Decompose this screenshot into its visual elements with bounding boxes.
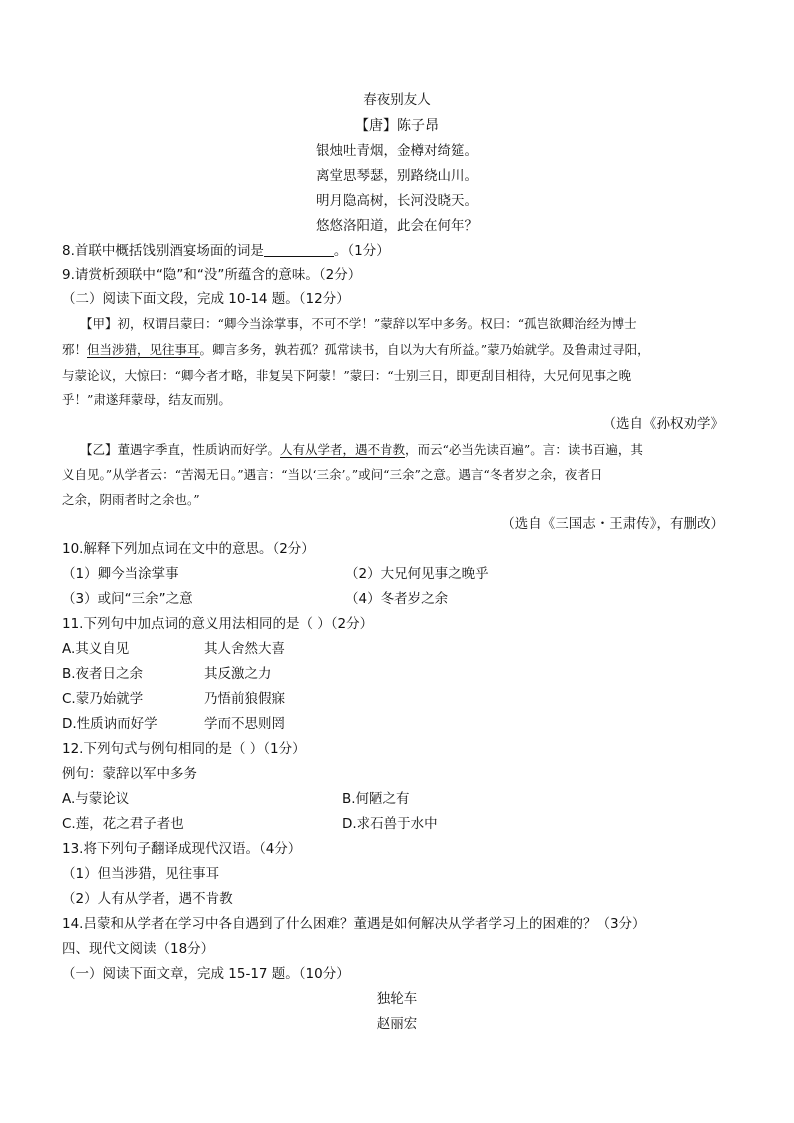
section-2-heading: （二）阅读下面文段，完成 10-14 题。（12分） <box>62 291 350 307</box>
passage-jia-line-1: 【甲】初，权谓吕蒙曰：“卿今当涂掌事，不可不学！”蒙辞以军中多务。权曰：“孤岂欲卿治经为博士 <box>80 316 637 331</box>
passage-jia-line-3: 与蒙论议，大惊曰：“卿今者才略，非复吴下阿蒙！”蒙曰：“士别三日，即更刮目相待，大兄何见事之晚 <box>62 368 632 383</box>
essay-author: 赵丽宏 <box>376 1016 418 1032</box>
question-9: 9.请赏析颈联中“隐”和“没”所蕴含的意味。（2分） <box>62 267 362 283</box>
question-13-item-1: （1）但当涉猎，见往事耳 <box>62 866 220 882</box>
passage-yi-line-3: 之余，阴雨者时之余也。” <box>62 492 200 507</box>
question-12-row-2 <box>62 814 662 834</box>
passage-jia-line-2: 邪！但当涉猎，见往事耳。卿言多务，孰若孤？孤常读书，自以为大有所益。”蒙乃始就学。及鲁肃过寻阳， <box>62 342 650 357</box>
question-10: 10.解释下列加点词在文中的意思。（2分） <box>62 541 315 557</box>
question-12-example: 例句：蒙辞以军中多务 <box>62 766 197 782</box>
question-12-row-1 <box>62 789 662 809</box>
section-4-sub-heading: （一）阅读下面文章，完成 15-17 题。（10分） <box>62 966 350 982</box>
passage-yi-source: （选自《三国志・王肃传》，有删改） <box>501 516 724 532</box>
question-12-option-d[interactable]: D.求石兽于水中 <box>342 816 438 832</box>
underlined-sentence: 人有从学者，遇不肯教 <box>280 442 406 457</box>
question-14: 14.吕蒙和从学者在学习中各自遇到了什么困难？董遇是如何解决从学者学习上的困难的？（3分） <box>62 916 646 932</box>
question-12-option-c[interactable]: C.莲，花之君子者也 <box>62 816 184 832</box>
answer-blank[interactable] <box>264 242 334 257</box>
question-12-option-a[interactable]: A.与蒙论议 <box>62 791 130 807</box>
passage-yi-line-2: 义自见。”从学者云：“苦渴无日。”遇言：“当以‘三余’。”或问“三余”之意。遇言“冬者岁之余，夜者日 <box>62 467 603 482</box>
question-10-row-2: （3）或问“三余”之意 （4）冬者岁之余 <box>62 591 449 607</box>
poem-author: 【唐】陈子昂 <box>355 118 439 134</box>
passage-yi-line-1: 【乙】董遇字季直，性质讷而好学。人有从学者，遇不肯教，而云“必当先读百遍”。言：读书百遍，其 <box>80 442 643 457</box>
poem-title: 春夜别友人 <box>363 92 431 108</box>
question-13: 13.将下列句子翻译成现代汉语。（4分） <box>62 841 302 857</box>
passage-jia-source: （选自《孙权劝学》 <box>602 416 724 432</box>
section-4-heading: 四、现代文阅读（18分） <box>62 941 215 957</box>
essay-title: 独轮车 <box>376 991 418 1007</box>
poem-line-2: 离堂思琴瑟，别路绕山川。 <box>316 168 478 184</box>
passage-jia-line-4: 乎！”肃遂拜蒙母，结友而别。 <box>62 392 231 407</box>
poem-line-4: 悠悠洛阳道，此会在何年？ <box>316 218 478 234</box>
question-8: 8.首联中概括饯别酒宴场面的词是 。（1分） <box>62 243 390 259</box>
question-10-row-1: （1）卿今当涂掌事 （2）大兄何见事之晚乎 <box>62 566 489 582</box>
question-12: 12.下列句式与例句相同的是（ ）（1分） <box>62 741 306 757</box>
question-11-option-a[interactable]: A.其义自见 其人舍然大喜 <box>62 641 285 657</box>
question-11-option-c[interactable]: C.蒙乃始就学 乃悟前狼假寐 <box>62 691 285 707</box>
question-11-option-d[interactable]: D.性质讷而好学 学而不思则罔 <box>62 716 285 732</box>
poem-line-1: 银烛吐青烟，金樽对绮筵。 <box>316 143 478 159</box>
question-13-item-2: （2）人有从学者，遇不肯教 <box>62 891 233 907</box>
question-11: 11.下列句中加点词的意义用法相同的是（ ）（2分） <box>62 616 374 632</box>
poem-line-3: 明月隐高树，长河没晓天。 <box>316 193 478 209</box>
question-12-option-b[interactable]: B.何陋之有 <box>342 791 410 807</box>
question-11-option-b[interactable]: B.夜者日之余 其反激之力 <box>62 666 272 682</box>
underlined-sentence: 但当涉猎，见往事耳 <box>87 342 200 357</box>
